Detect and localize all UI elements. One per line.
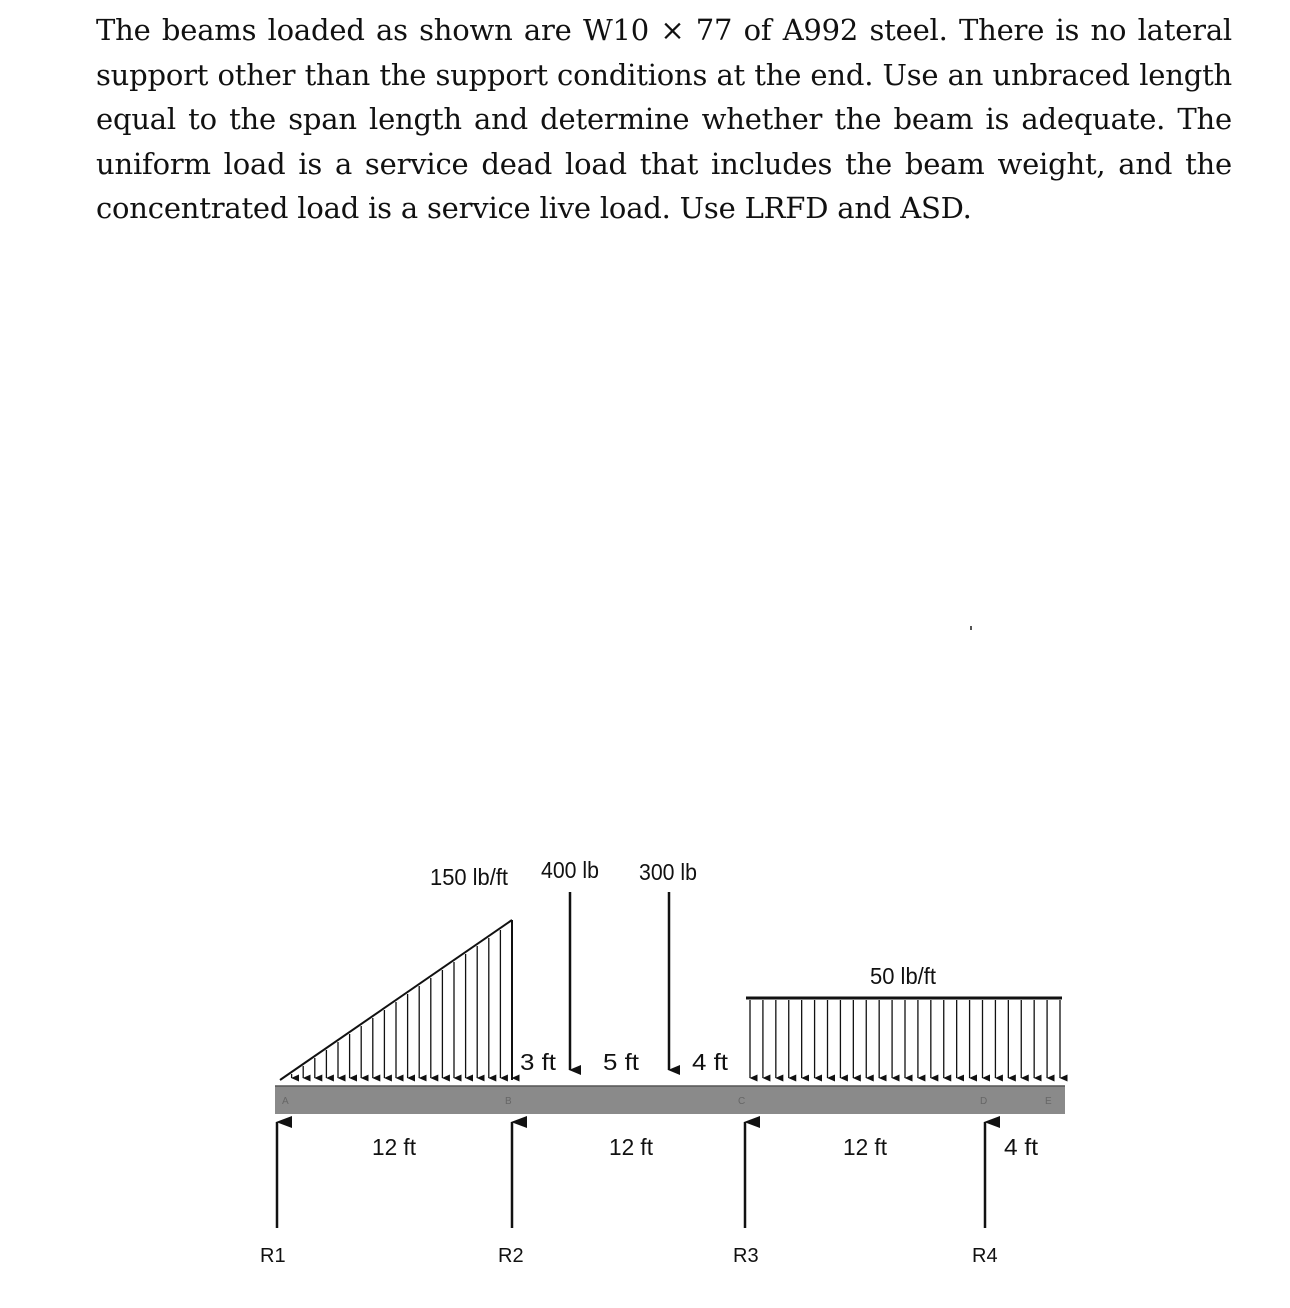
triangular-load-label: 150 lb/ft — [430, 864, 509, 890]
triangular-load-arrows — [292, 922, 512, 1078]
reaction-r3-label: R3 — [733, 1245, 759, 1267]
beam — [275, 1086, 1065, 1114]
point-b-label: B — [505, 1096, 512, 1107]
segment-3ft-label: 3 ft — [520, 1049, 557, 1075]
point-d-label: D — [980, 1096, 988, 1107]
segment-5ft-label: 5 ft — [603, 1049, 640, 1075]
uniform-load — [746, 998, 1062, 1078]
triangular-load — [280, 920, 512, 1080]
uniform-load-label: 50 lb/ft — [870, 963, 937, 989]
segment-4ft-top-label: 4 ft — [692, 1049, 729, 1075]
span-1-label: 12 ft — [372, 1134, 417, 1160]
point-load-400-label: 400 lb — [541, 857, 599, 883]
point-a-label: A — [282, 1096, 289, 1107]
beam-diagram — [0, 840, 1290, 1300]
point-c-label: C — [738, 1096, 746, 1107]
beam-diagram-svg — [0, 840, 1290, 1300]
reaction-r4-label: R4 — [972, 1245, 998, 1267]
span-3-label: 12 ft — [843, 1134, 888, 1160]
overhang-label: 4 ft — [1004, 1134, 1039, 1160]
point-load-300-label: 300 lb — [639, 859, 697, 885]
problem-statement: The beams loaded as shown are W10 × 77 of A992 steel. There is no lateral support other than the support conditions at the end. Use an unbraced length equal to the span length and determine whether the beam is adequate. The uniform load is a service dead load that includes the beam weight, and the concentrated load is a service live load. Use LRFD and ASD. — [96, 13, 1232, 225]
reaction-r1-label: R1 — [260, 1245, 286, 1267]
stray-mark — [970, 626, 972, 630]
reaction-r2-label: R2 — [498, 1245, 524, 1267]
point-e-label: E — [1045, 1096, 1052, 1107]
span-2-label: 12 ft — [609, 1134, 654, 1160]
uniform-load-arrows — [750, 1000, 1060, 1078]
